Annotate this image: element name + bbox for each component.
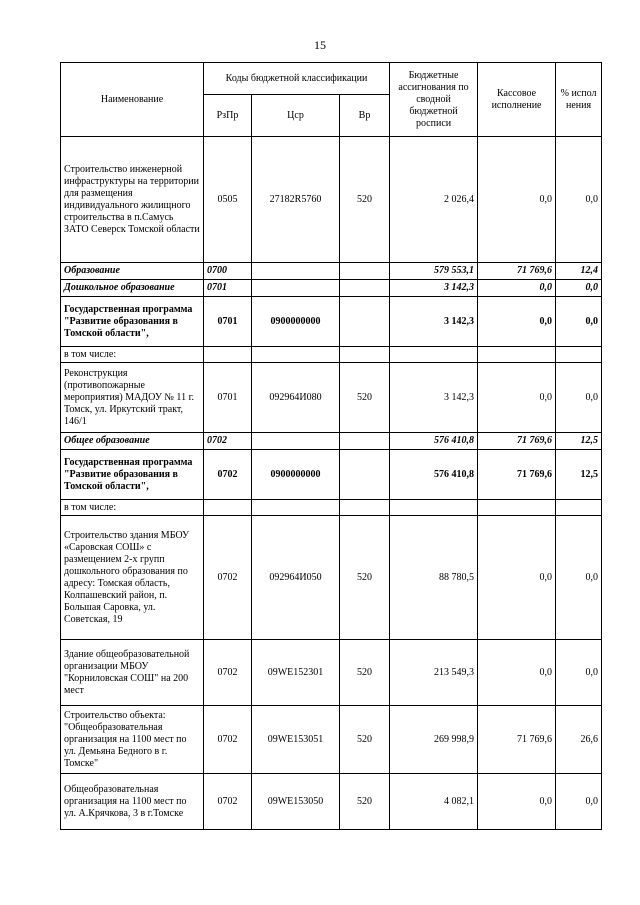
table-row: [61, 450, 602, 500]
cell-vr: 520: [340, 706, 390, 774]
cell-cash: 0,0: [478, 280, 556, 297]
cell-budget: 213 549,3: [390, 640, 478, 706]
cell-csr: [252, 263, 340, 280]
cell-percent: 12,4: [556, 263, 602, 280]
cell-rzpr: 0701: [204, 280, 252, 297]
table-row: [61, 347, 602, 363]
table-row: [61, 137, 602, 263]
cell-name: в том числе:: [61, 347, 204, 363]
cell-csr: [252, 500, 340, 516]
cell-csr: [252, 347, 340, 363]
cell-budget: 576 410,8: [390, 433, 478, 450]
cell-csr: 0900000000: [252, 450, 340, 500]
cell-vr: 520: [340, 640, 390, 706]
cell-vr: 520: [340, 516, 390, 640]
cell-name: Реконструкция (противопожарные мероприятия) МАДОУ № 11 г. Томск, ул. Иркутский тракт, 146/1: [61, 363, 204, 433]
cell-csr: 27182R5760: [252, 137, 340, 263]
cell-budget: 88 780,5: [390, 516, 478, 640]
cell-vr: 520: [340, 774, 390, 830]
cell-csr: 09WE153050: [252, 774, 340, 830]
cell-cash: 71 769,6: [478, 263, 556, 280]
header-cash: Кассовое исполнение: [478, 63, 556, 137]
header-budget: Бюджетные ассигнования по сводной бюджетной росписи: [390, 63, 478, 137]
cell-percent: 0,0: [556, 774, 602, 830]
table-row: [61, 500, 602, 516]
cell-cash: [478, 347, 556, 363]
cell-percent: 0,0: [556, 137, 602, 263]
cell-csr: 09WE152301: [252, 640, 340, 706]
cell-cash: 71 769,6: [478, 706, 556, 774]
cell-budget: 3 142,3: [390, 363, 478, 433]
cell-name: Строительство объекта: "Общеобразовательная организация на 1100 мест по ул. Демьяна Бедного в г. Томске": [61, 706, 204, 774]
cell-cash: 0,0: [478, 516, 556, 640]
header-csr: Цср: [252, 95, 340, 137]
cell-rzpr: 0702: [204, 450, 252, 500]
cell-rzpr: 0702: [204, 433, 252, 450]
cell-percent: 26,6: [556, 706, 602, 774]
cell-cash: 0,0: [478, 137, 556, 263]
budget-table: [60, 62, 602, 830]
cell-csr: 0900000000: [252, 297, 340, 347]
cell-name: Государственная программа "Развитие образования в Томской области",: [61, 297, 204, 347]
cell-percent: [556, 347, 602, 363]
cell-rzpr: 0700: [204, 263, 252, 280]
cell-percent: 0,0: [556, 297, 602, 347]
cell-name: Строительство здания МБОУ «Саровская СОШ» с размещением 2-х групп дошкольного образования по адресу: Томская область, Колпашевский район, п. Большая Саровка, ул. Советская, 19: [61, 516, 204, 640]
cell-cash: 0,0: [478, 363, 556, 433]
cell-percent: 0,0: [556, 280, 602, 297]
table-row: [61, 280, 602, 297]
table-row: [61, 297, 602, 347]
page-number: 15: [314, 38, 326, 52]
cell-csr: 092964И080: [252, 363, 340, 433]
cell-vr: 520: [340, 137, 390, 263]
header-vr: Вр: [340, 95, 390, 137]
cell-vr: [340, 450, 390, 500]
cell-budget: [390, 347, 478, 363]
table-row: [61, 706, 602, 774]
cell-budget: [390, 500, 478, 516]
cell-vr: [340, 263, 390, 280]
cell-name: Здание общеобразовательной организации МБОУ "Корниловская СОШ" на 200 мест: [61, 640, 204, 706]
cell-budget: 579 553,1: [390, 263, 478, 280]
header-name: Наименование: [61, 63, 204, 137]
cell-vr: [340, 297, 390, 347]
cell-budget: 3 142,3: [390, 280, 478, 297]
cell-budget: 269 998,9: [390, 706, 478, 774]
table-row: [61, 774, 602, 830]
cell-budget: 4 082,1: [390, 774, 478, 830]
cell-percent: 12,5: [556, 433, 602, 450]
cell-cash: 0,0: [478, 297, 556, 347]
cell-cash: 0,0: [478, 774, 556, 830]
cell-csr: 092964И050: [252, 516, 340, 640]
cell-name: Строительство инженерной инфраструктуры на территории для размещения индивидуального жилищного строительства в п.Самусь ЗАТО Северск Томской области: [61, 137, 204, 263]
cell-vr: [340, 500, 390, 516]
header-codes-group: Коды бюджетной классификации: [204, 63, 390, 95]
cell-rzpr: 0701: [204, 297, 252, 347]
cell-name: Государственная программа "Развитие образования в Томской области",: [61, 450, 204, 500]
cell-vr: [340, 433, 390, 450]
cell-name: в том числе:: [61, 500, 204, 516]
table-row: [61, 640, 602, 706]
table-row: [61, 433, 602, 450]
cell-budget: 576 410,8: [390, 450, 478, 500]
cell-name: Общее образование: [61, 433, 204, 450]
cell-cash: 71 769,6: [478, 433, 556, 450]
cell-percent: 0,0: [556, 516, 602, 640]
cell-vr: [340, 347, 390, 363]
cell-rzpr: [204, 500, 252, 516]
cell-name: Общеобразовательная организация на 1100 мест по ул. А.Крячкова, 3 в г.Томске: [61, 774, 204, 830]
table-row: [61, 516, 602, 640]
cell-cash: [478, 500, 556, 516]
cell-percent: [556, 500, 602, 516]
cell-cash: 71 769,6: [478, 450, 556, 500]
cell-rzpr: 0702: [204, 774, 252, 830]
cell-csr: [252, 433, 340, 450]
cell-percent: 0,0: [556, 640, 602, 706]
cell-vr: 520: [340, 363, 390, 433]
cell-rzpr: [204, 347, 252, 363]
cell-budget: 2 026,4: [390, 137, 478, 263]
cell-name: Образование: [61, 263, 204, 280]
cell-name: Дошкольное образование: [61, 280, 204, 297]
table-row: [61, 263, 602, 280]
header-percent: % испол нения: [556, 63, 602, 137]
cell-csr: [252, 280, 340, 297]
cell-budget: 3 142,3: [390, 297, 478, 347]
cell-cash: 0,0: [478, 640, 556, 706]
header-rzpr: РзПр: [204, 95, 252, 137]
cell-rzpr: 0505: [204, 137, 252, 263]
cell-csr: 09WE153051: [252, 706, 340, 774]
cell-percent: 12,5: [556, 450, 602, 500]
cell-rzpr: 0702: [204, 640, 252, 706]
cell-rzpr: 0701: [204, 363, 252, 433]
cell-percent: 0,0: [556, 363, 602, 433]
cell-rzpr: 0702: [204, 516, 252, 640]
cell-vr: [340, 280, 390, 297]
cell-rzpr: 0702: [204, 706, 252, 774]
table-row: [61, 363, 602, 433]
